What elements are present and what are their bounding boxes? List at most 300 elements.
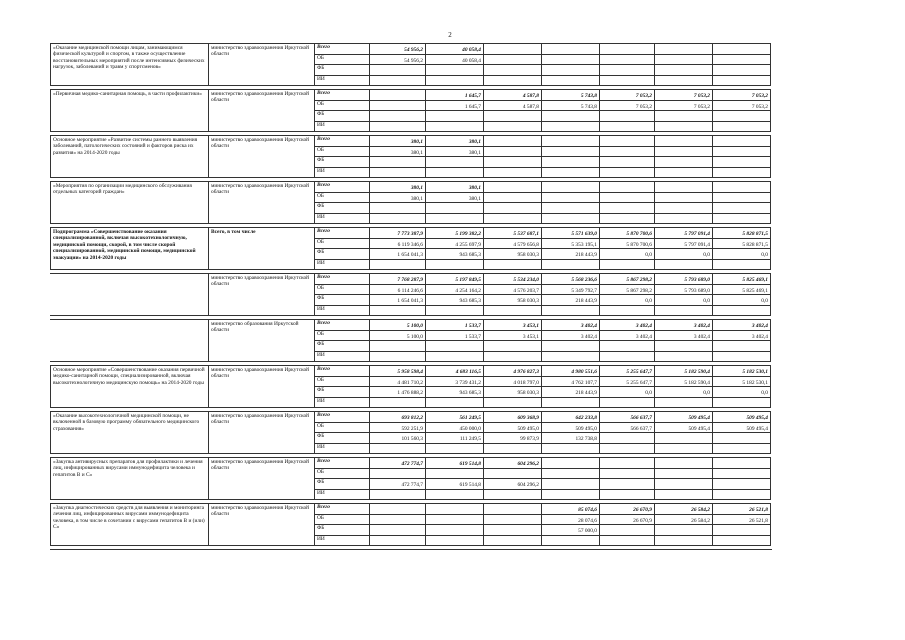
amount-cell: 4 762 107,7 — [542, 376, 600, 387]
amount-cell — [713, 203, 771, 214]
amount-cell — [426, 504, 484, 515]
amount-cell — [713, 351, 771, 362]
amount-cell: 943 685,3 — [426, 295, 484, 306]
amount-cell — [713, 397, 771, 408]
amount-cell: 4 683 116,5 — [426, 366, 484, 377]
amount-cell — [426, 397, 484, 408]
event-name-cell: «Первичная медико-санитарная помощь, в части профилактики» — [51, 90, 209, 132]
table-row — [51, 228, 771, 239]
amount-cell: 5 825 469,1 — [713, 284, 771, 295]
amount-cell — [370, 525, 426, 536]
funding-source-cell: Всего — [315, 366, 370, 377]
amount-cell — [370, 504, 426, 515]
funding-source-cell: ФБ — [315, 249, 370, 260]
amount-cell: 604 296,2 — [484, 479, 542, 490]
funding-source-cell: Всего — [315, 44, 370, 55]
amount-cell — [542, 489, 600, 500]
event-name-cell: Основное мероприятие «Развитие системы раннего выявления заболеваний, патологических состояний и факторов риска их развития» на 2014-2020 годы — [51, 136, 209, 178]
amount-cell: 958 030,3 — [484, 249, 542, 260]
amount-cell: 3 453,1 — [484, 330, 542, 341]
amount-cell: 380,1 — [370, 182, 426, 193]
spacer-cell — [51, 546, 771, 550]
amount-cell: 380,1 — [426, 136, 484, 147]
amount-cell — [484, 121, 542, 132]
amount-cell: 958 030,3 — [484, 295, 542, 306]
amount-cell — [713, 433, 771, 444]
amount-cell: 509 495,4 — [713, 422, 771, 433]
amount-cell — [713, 443, 771, 454]
amount-cell: 509 495,4 — [713, 412, 771, 423]
amount-cell — [542, 167, 600, 178]
amount-cell: 111 249,5 — [426, 433, 484, 444]
amount-cell — [713, 121, 771, 132]
funding-source-cell: ОБ — [315, 54, 370, 65]
funding-source-cell: Всего — [315, 412, 370, 423]
amount-cell — [542, 213, 600, 224]
amount-cell: 218 443,9 — [542, 387, 600, 398]
event-name-cell — [51, 274, 209, 316]
amount-cell — [484, 535, 542, 546]
amount-cell — [484, 157, 542, 168]
amount-cell: 566 637,7 — [600, 422, 655, 433]
table-row — [51, 366, 771, 377]
amount-cell — [600, 182, 655, 193]
amount-cell: 609 368,9 — [484, 412, 542, 423]
amount-cell — [484, 514, 542, 525]
amount-cell — [600, 489, 655, 500]
amount-cell: 132 738,8 — [542, 433, 600, 444]
amount-cell: 380,1 — [426, 146, 484, 157]
amount-cell: 509 495,4 — [655, 422, 713, 433]
event-name-cell: «Закупка антивирусных препаратов для профилактики и лечения лиц, инфицированных вирусами иммунодефицита человека и гепатитов B и C» — [51, 458, 209, 500]
amount-cell — [542, 443, 600, 454]
responsible-executor-cell: министерство здравоохранения Иркутской области — [209, 458, 315, 500]
amount-cell: 5 353 195,1 — [542, 238, 600, 249]
amount-cell — [542, 44, 600, 55]
amount-cell: 26 521,8 — [713, 504, 771, 515]
amount-cell — [542, 54, 600, 65]
amount-cell — [484, 305, 542, 316]
amount-cell: 26 670,9 — [600, 514, 655, 525]
amount-cell — [542, 111, 600, 122]
responsible-executor-cell: министерство здравоохранения Иркутской области — [209, 412, 315, 454]
amount-cell — [426, 351, 484, 362]
amount-cell: 472 774,7 — [370, 479, 426, 490]
table-row — [51, 182, 771, 193]
amount-cell — [370, 514, 426, 525]
amount-cell: 5 100,0 — [370, 320, 426, 331]
responsible-executor-cell: министерство здравоохранения Иркутской области — [209, 182, 315, 224]
amount-cell — [426, 305, 484, 316]
amount-cell — [370, 397, 426, 408]
amount-cell: 7 053,2 — [600, 100, 655, 111]
amount-cell — [426, 157, 484, 168]
amount-cell: 5 797 091,4 — [655, 238, 713, 249]
amount-cell — [600, 433, 655, 444]
amount-cell — [484, 203, 542, 214]
amount-cell — [484, 44, 542, 55]
amount-cell — [713, 213, 771, 224]
group-spacer — [51, 546, 771, 550]
amount-cell: 5 743,8 — [542, 90, 600, 101]
amount-cell — [484, 146, 542, 157]
funding-source-cell: Всего — [315, 182, 370, 193]
amount-cell — [713, 479, 771, 490]
amount-cell: 5 793 689,0 — [655, 284, 713, 295]
amount-cell — [484, 182, 542, 193]
amount-cell: 5 743,8 — [542, 100, 600, 111]
funding-source-cell: ОБ — [315, 100, 370, 111]
amount-cell — [600, 213, 655, 224]
amount-cell: 3 402,4 — [655, 330, 713, 341]
amount-cell — [426, 259, 484, 270]
funding-source-cell: ОБ — [315, 238, 370, 249]
amount-cell: 26 584,2 — [655, 514, 713, 525]
page-number: 2 — [448, 31, 452, 39]
amount-cell — [542, 397, 600, 408]
amount-cell — [655, 192, 713, 203]
amount-cell: 0,0 — [600, 387, 655, 398]
responsible-executor-cell: Всего, в том числе — [209, 228, 315, 270]
amount-cell — [542, 182, 600, 193]
amount-cell — [600, 121, 655, 132]
amount-cell — [370, 489, 426, 500]
amount-cell — [600, 525, 655, 536]
amount-cell — [600, 111, 655, 122]
amount-cell — [655, 54, 713, 65]
amount-cell — [600, 443, 655, 454]
amount-cell — [484, 111, 542, 122]
table-body — [51, 44, 771, 550]
amount-cell: 5 100,0 — [370, 330, 426, 341]
amount-cell: 54 956,2 — [370, 44, 426, 55]
funding-source-cell: ИИ — [315, 305, 370, 316]
funding-source-cell: ФБ — [315, 387, 370, 398]
amount-cell — [370, 341, 426, 352]
amount-cell — [542, 75, 600, 86]
funding-source-cell: ИИ — [315, 443, 370, 454]
amount-cell: 4 579 656,8 — [484, 238, 542, 249]
amount-cell — [655, 157, 713, 168]
amount-cell — [600, 136, 655, 147]
amount-cell: 5 255 647,7 — [600, 376, 655, 387]
funding-source-cell: Всего — [315, 320, 370, 331]
amount-cell — [426, 489, 484, 500]
funding-source-cell: ФБ — [315, 203, 370, 214]
amount-cell: 3 402,4 — [600, 330, 655, 341]
amount-cell: 561 249,5 — [426, 412, 484, 423]
amount-cell — [542, 468, 600, 479]
amount-cell — [655, 203, 713, 214]
amount-cell — [484, 351, 542, 362]
amount-cell — [600, 44, 655, 55]
amount-cell — [713, 458, 771, 469]
funding-source-cell: ИИ — [315, 351, 370, 362]
amount-cell: 0,0 — [713, 249, 771, 260]
event-name-cell — [51, 320, 209, 362]
amount-cell — [370, 167, 426, 178]
amount-cell — [370, 65, 426, 76]
amount-cell — [370, 203, 426, 214]
amount-cell — [600, 351, 655, 362]
amount-cell — [600, 341, 655, 352]
amount-cell: 5 870 700,6 — [600, 238, 655, 249]
amount-cell: 450 000,0 — [426, 422, 484, 433]
amount-cell: 0,0 — [600, 295, 655, 306]
amount-cell — [600, 203, 655, 214]
amount-cell: 5 793 689,0 — [655, 274, 713, 285]
amount-cell — [542, 157, 600, 168]
amount-cell — [713, 65, 771, 76]
amount-cell — [484, 65, 542, 76]
amount-cell — [370, 111, 426, 122]
amount-cell: 380,1 — [370, 136, 426, 147]
amount-cell — [655, 479, 713, 490]
amount-cell — [713, 44, 771, 55]
amount-cell: 3 402,4 — [655, 320, 713, 331]
responsible-executor-cell: министерство образования Иркутской области — [209, 320, 315, 362]
amount-cell — [426, 341, 484, 352]
table-row — [51, 412, 771, 423]
amount-cell: 3 402,4 — [600, 320, 655, 331]
amount-cell — [370, 121, 426, 132]
amount-cell — [542, 192, 600, 203]
amount-cell: 26 670,9 — [600, 504, 655, 515]
amount-cell: 1 654 041,3 — [370, 295, 426, 306]
amount-cell — [426, 525, 484, 536]
budget-table — [50, 43, 771, 550]
amount-cell: 5 828 871,5 — [713, 238, 771, 249]
funding-source-cell: ОБ — [315, 330, 370, 341]
amount-cell — [370, 157, 426, 168]
responsible-executor-cell: министерство здравоохранения Иркутской области — [209, 90, 315, 132]
funding-source-cell: Всего — [315, 274, 370, 285]
amount-cell: 693 812,2 — [370, 412, 426, 423]
amount-cell — [600, 54, 655, 65]
amount-cell: 5 182 590,4 — [655, 366, 713, 377]
amount-cell: 4 587,8 — [484, 90, 542, 101]
amount-cell — [600, 146, 655, 157]
funding-source-cell: ИИ — [315, 259, 370, 270]
amount-cell — [370, 100, 426, 111]
amount-cell — [542, 305, 600, 316]
amount-cell: 0,0 — [655, 387, 713, 398]
amount-cell: 619 514,8 — [426, 458, 484, 469]
amount-cell: 4 255 697,9 — [426, 238, 484, 249]
amount-cell — [600, 157, 655, 168]
amount-cell — [655, 146, 713, 157]
amount-cell: 4 980 551,6 — [542, 366, 600, 377]
amount-cell: 3 402,4 — [542, 330, 600, 341]
funding-source-cell: ИИ — [315, 167, 370, 178]
amount-cell: 7 053,2 — [600, 90, 655, 101]
amount-cell: 5 349 792,7 — [542, 284, 600, 295]
amount-cell — [655, 167, 713, 178]
amount-cell: 5 867 298,2 — [600, 274, 655, 285]
amount-cell: 958 030,3 — [484, 387, 542, 398]
amount-cell — [426, 514, 484, 525]
amount-cell: 5 537 687,1 — [484, 228, 542, 239]
amount-cell — [484, 192, 542, 203]
amount-cell — [542, 259, 600, 270]
amount-cell — [713, 146, 771, 157]
funding-source-cell: Всего — [315, 504, 370, 515]
amount-cell: 7 773 387,9 — [370, 228, 426, 239]
amount-cell — [426, 167, 484, 178]
amount-cell — [484, 489, 542, 500]
amount-cell: 5 534 234,0 — [484, 274, 542, 285]
amount-cell: 604 296,2 — [484, 458, 542, 469]
amount-cell — [655, 136, 713, 147]
amount-cell — [600, 468, 655, 479]
funding-source-cell: Всего — [315, 458, 370, 469]
responsible-executor-cell: министерство здравоохранения Иркутской области — [209, 274, 315, 316]
amount-cell: 3 402,4 — [542, 320, 600, 331]
amount-cell: 4 576 203,7 — [484, 284, 542, 295]
amount-cell: 26 521,8 — [713, 514, 771, 525]
funding-source-cell: ФБ — [315, 341, 370, 352]
amount-cell: 218 443,9 — [542, 295, 600, 306]
amount-cell: 5 958 598,4 — [370, 366, 426, 377]
amount-cell — [426, 203, 484, 214]
amount-cell: 1 654 041,3 — [370, 249, 426, 260]
table-row — [51, 274, 771, 285]
amount-cell — [713, 341, 771, 352]
amount-cell — [655, 259, 713, 270]
amount-cell: 5 197 849,5 — [426, 274, 484, 285]
funding-source-cell: ИИ — [315, 121, 370, 132]
amount-cell: 566 637,7 — [600, 412, 655, 423]
amount-cell — [370, 443, 426, 454]
amount-cell — [655, 213, 713, 224]
amount-cell: 6 114 246,6 — [370, 284, 426, 295]
amount-cell: 40 058,4 — [426, 54, 484, 65]
amount-cell: 3 453,1 — [484, 320, 542, 331]
amount-cell — [713, 157, 771, 168]
amount-cell: 1 533,7 — [426, 320, 484, 331]
responsible-executor-cell: министерство здравоохранения Иркутской области — [209, 366, 315, 408]
amount-cell: 5 867 298,2 — [600, 284, 655, 295]
amount-cell — [426, 535, 484, 546]
amount-cell — [600, 167, 655, 178]
amount-cell: 5 568 236,6 — [542, 274, 600, 285]
amount-cell — [655, 351, 713, 362]
amount-cell — [370, 259, 426, 270]
event-name-cell: Подпрограмма «Совершенствование оказания специализированной, включая высокотехнологичную, медицинской помощи, скорой, в том числе скорой специализированной, медицинской помощи, медицинской эвакуации» на 2014-2020 годы — [51, 228, 209, 270]
funding-source-cell: ИИ — [315, 213, 370, 224]
amount-cell: 3 402,4 — [713, 330, 771, 341]
event-name-cell: «Оказание медицинской помощи лицам, занимающимся физической культурой и спортом, в также осуществление восстановительных мероприятий после интенсивных физических нагрузок, заболеваний и травм у спортсменов» — [51, 44, 209, 86]
amount-cell: 5 825 469,1 — [713, 274, 771, 285]
amount-cell — [713, 535, 771, 546]
amount-cell — [542, 136, 600, 147]
amount-cell: 7 053,2 — [655, 100, 713, 111]
amount-cell: 4 018 797,0 — [484, 376, 542, 387]
amount-cell — [655, 458, 713, 469]
funding-source-cell: Всего — [315, 228, 370, 239]
amount-cell — [542, 65, 600, 76]
amount-cell — [600, 192, 655, 203]
amount-cell — [600, 535, 655, 546]
amount-cell — [426, 443, 484, 454]
event-name-cell: «Мероприятия по организации медицинского обслуживания отдельных категорий граждан» — [51, 182, 209, 224]
amount-cell — [600, 65, 655, 76]
amount-cell — [370, 90, 426, 101]
amount-cell — [713, 136, 771, 147]
table-row — [51, 504, 771, 515]
amount-cell: 0,0 — [713, 295, 771, 306]
amount-cell: 4 587,8 — [484, 100, 542, 111]
amount-cell: 4 976 827,3 — [484, 366, 542, 377]
amount-cell: 85 074,6 — [542, 504, 600, 515]
amount-cell — [713, 489, 771, 500]
event-name-cell: «Закупка диагностических средств для выявления и мониторинга лечения лиц, инфицированных вирусами иммунодефицита человека, в том числе в сочетании с вирусами гепатитов B и (или) C» — [51, 504, 209, 546]
amount-cell — [542, 203, 600, 214]
amount-cell: 1 533,7 — [426, 330, 484, 341]
funding-source-cell: ОБ — [315, 514, 370, 525]
amount-cell — [600, 259, 655, 270]
amount-cell: 472 774,7 — [370, 458, 426, 469]
amount-cell: 943 685,3 — [426, 387, 484, 398]
amount-cell: 1 645,7 — [426, 100, 484, 111]
table-row — [51, 90, 771, 101]
amount-cell — [713, 192, 771, 203]
amount-cell — [542, 341, 600, 352]
amount-cell — [713, 75, 771, 86]
amount-cell: 592 251,9 — [370, 422, 426, 433]
amount-cell: 28 074,6 — [542, 514, 600, 525]
responsible-executor-cell: министерство здравоохранения Иркутской области — [209, 136, 315, 178]
amount-cell — [655, 44, 713, 55]
amount-cell — [484, 54, 542, 65]
amount-cell — [484, 525, 542, 536]
amount-cell: 5 870 700,6 — [600, 228, 655, 239]
amount-cell — [713, 182, 771, 193]
funding-source-cell: ОБ — [315, 192, 370, 203]
amount-cell: 40 058,4 — [426, 44, 484, 55]
funding-source-cell: ОБ — [315, 376, 370, 387]
amount-cell — [542, 146, 600, 157]
amount-cell — [655, 433, 713, 444]
amount-cell — [600, 479, 655, 490]
amount-cell — [484, 136, 542, 147]
amount-cell — [484, 397, 542, 408]
amount-cell — [655, 111, 713, 122]
amount-cell — [484, 468, 542, 479]
amount-cell — [600, 75, 655, 86]
funding-source-cell: ИИ — [315, 535, 370, 546]
amount-cell — [370, 468, 426, 479]
amount-cell — [600, 397, 655, 408]
amount-cell — [655, 341, 713, 352]
funding-source-cell: ОБ — [315, 422, 370, 433]
amount-cell: 380,1 — [426, 182, 484, 193]
amount-cell: 4 254 164,2 — [426, 284, 484, 295]
amount-cell: 5 182 530,1 — [713, 366, 771, 377]
amount-cell — [484, 341, 542, 352]
amount-cell: 380,1 — [426, 192, 484, 203]
funding-source-cell: ИИ — [315, 489, 370, 500]
amount-cell — [484, 259, 542, 270]
table-row — [51, 136, 771, 147]
amount-cell — [426, 75, 484, 86]
funding-source-cell: ОБ — [315, 146, 370, 157]
amount-cell: 54 956,2 — [370, 54, 426, 65]
amount-cell: 5 182 590,4 — [655, 376, 713, 387]
amount-cell — [426, 65, 484, 76]
amount-cell — [713, 305, 771, 316]
amount-cell — [655, 75, 713, 86]
